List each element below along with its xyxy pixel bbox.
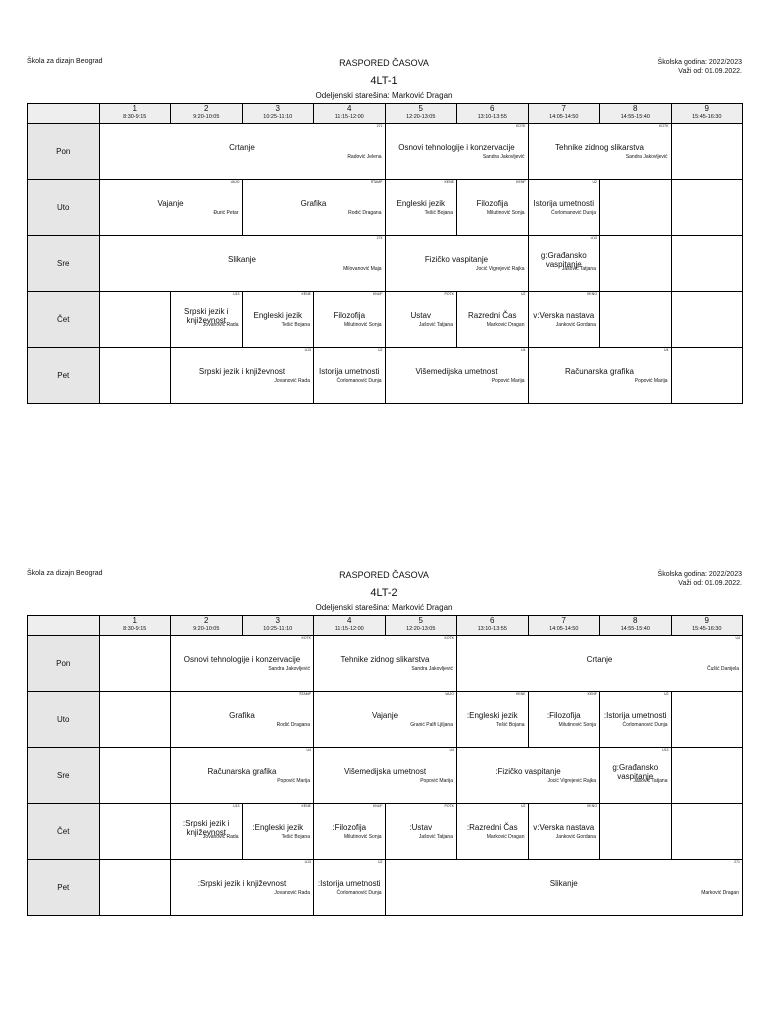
empty-cell — [99, 860, 171, 916]
empty-cell — [600, 236, 672, 292]
empty-cell — [671, 180, 743, 236]
room-code: KNUF — [372, 292, 383, 296]
lesson-cell — [457, 748, 600, 804]
lesson-cell — [528, 348, 671, 404]
subject-name: Višemedijska umetnost — [343, 767, 427, 776]
lesson-cell — [171, 292, 243, 348]
room-code: KENO — [587, 804, 597, 808]
teacher-name: Jovanović Rada — [202, 322, 239, 328]
room-code: U13 — [304, 348, 311, 352]
subject-name: g:Građansko vaspitanje — [540, 250, 587, 269]
head-teacher: Odeljenski starešina: Marković Dragan — [315, 91, 453, 100]
room-code: U13 — [233, 292, 240, 296]
subject-name: :Istorija umetnosti — [317, 879, 381, 888]
empty-cell — [671, 748, 743, 804]
room-code: U2 — [378, 348, 383, 352]
teacher-name: Jovanović Rada — [274, 890, 310, 896]
lesson-cell — [457, 692, 529, 748]
room-code: U4 — [306, 748, 311, 752]
corner-cell — [28, 616, 100, 636]
subject-name: :Istorija umetnosti — [603, 711, 667, 720]
room-code: U4 — [664, 348, 669, 352]
teacher-name: Popović Marija — [491, 378, 525, 384]
subject-name: Srpski jezik i književnost — [198, 367, 286, 376]
teacher-name: Jašović Tatjana — [633, 778, 668, 784]
lesson-cell — [242, 292, 314, 348]
subject-name: :Srpski jezik i književnost — [182, 818, 230, 837]
subject-name: :Engleski jezik — [252, 823, 304, 832]
teacher-name: Radović Jelena — [347, 154, 382, 160]
school-name: Škola za dizajn Beograd — [27, 58, 103, 65]
empty-cell — [99, 692, 171, 748]
period-time: 11:15-12:00 — [334, 114, 364, 120]
room-code: U13 — [590, 236, 597, 240]
room-code: U2 — [378, 860, 383, 864]
teacher-name: Jocić Vigrejević Rajka — [475, 266, 525, 272]
period-time: 9:20-10:05 — [193, 114, 220, 120]
subject-name: Fizičko vaspitanje — [424, 255, 489, 264]
day-row — [28, 636, 743, 692]
room-code: 271 — [734, 860, 740, 864]
valid-from: Važi od: 01.09.2022. — [678, 68, 742, 75]
day-row — [28, 804, 743, 860]
period-number: 8 — [633, 104, 638, 113]
teacher-name: Milutinović Sonja — [486, 210, 525, 216]
school-name: Škola za dizajn Beograd — [27, 570, 103, 577]
teacher-name: Đurić Petar — [213, 210, 239, 216]
day-row — [28, 236, 743, 292]
room-code: U13 — [233, 804, 240, 808]
room-code: KENF — [516, 180, 526, 184]
teacher-name: Tešić Bojana — [424, 210, 453, 216]
room-code: U4 — [521, 348, 526, 352]
subject-name: Višemedijska umetnost — [415, 367, 498, 376]
lesson-cell — [457, 636, 743, 692]
period-time: 13:10-13:55 — [477, 626, 507, 632]
room-code: KENE — [301, 292, 311, 296]
period-time: 13:10-13:55 — [477, 114, 507, 120]
empty-cell — [99, 348, 171, 404]
period-number: 1 — [132, 616, 137, 625]
school-year: Školska godina: 2022/2023 — [657, 59, 742, 66]
teacher-name: Milutinović Sonja — [343, 322, 382, 328]
subject-name: Engleski jezik — [396, 199, 445, 208]
class-name: 4LT-2 — [370, 587, 398, 599]
period-time: 14:55-15:40 — [620, 626, 650, 632]
period-time: 14:05-14:50 — [549, 114, 579, 120]
subject-name: Istorija umetnosti — [533, 199, 594, 208]
lesson-cell — [171, 692, 314, 748]
room-code: U13 — [304, 860, 311, 864]
day-name: Uto — [28, 692, 100, 748]
teacher-name: Jovanović Rada — [202, 834, 239, 840]
class-name: 4LT-1 — [370, 75, 398, 87]
subject-name: Tehnike zidnog slikarstva — [555, 143, 644, 152]
lesson-cell — [457, 292, 529, 348]
teacher-name: Milutinović Sonja — [558, 722, 596, 728]
teacher-name: Popović Marija — [277, 778, 310, 784]
teacher-name: Tešić Bojana — [496, 722, 525, 728]
lesson-cell — [314, 748, 457, 804]
subject-name: Grafika — [300, 199, 327, 208]
lesson-cell — [242, 180, 385, 236]
period-time: 11:15-12:00 — [334, 626, 364, 632]
period-number: 2 — [204, 104, 209, 113]
lesson-cell — [99, 124, 385, 180]
empty-cell — [671, 124, 743, 180]
period-time: 14:55-15:40 — [620, 114, 650, 120]
room-code: KENE — [515, 692, 526, 696]
teacher-name: Ćorlomanović Dunja — [336, 378, 382, 384]
period-header — [385, 104, 457, 124]
lesson-cell — [171, 748, 314, 804]
period-number: 3 — [275, 616, 280, 625]
period-time: 8:30-9:15 — [123, 626, 147, 632]
day-name: Čet — [28, 292, 100, 348]
subject-name: Slikanje — [549, 879, 578, 888]
subject-name: Grafika — [229, 711, 255, 720]
period-header — [671, 104, 743, 124]
day-name: Pet — [28, 860, 100, 916]
period-time: 8:30-9:15 — [123, 114, 147, 120]
subject-name: Vajanje — [371, 711, 399, 720]
lesson-cell — [528, 292, 600, 348]
period-header — [314, 616, 386, 636]
period-header — [600, 104, 672, 124]
teacher-name: Ćorlomanović Dunja — [336, 890, 382, 896]
lesson-cell — [314, 804, 386, 860]
room-code: 274 — [376, 236, 383, 240]
period-header-row — [28, 616, 743, 636]
subject-name: v:Verska nastava — [533, 311, 595, 320]
subject-name: Engleski jezik — [253, 311, 302, 320]
subject-name: :Ustav — [409, 823, 433, 832]
lesson-cell — [600, 748, 672, 804]
period-header — [457, 616, 529, 636]
lesson-cell — [242, 804, 314, 860]
room-code: POTK — [444, 804, 454, 808]
subject-name: Crtanje — [229, 143, 255, 152]
subject-name: :Fizičko vaspitanje — [495, 767, 561, 776]
schedule-title: RASPORED ČASOVA — [339, 570, 429, 580]
lesson-cell — [314, 348, 386, 404]
room-code: U13 — [662, 748, 669, 752]
lesson-cell — [171, 860, 314, 916]
lesson-cell — [314, 692, 457, 748]
empty-cell — [671, 692, 743, 748]
teacher-name: Popović Marija — [420, 778, 453, 784]
teacher-name: Janković Gordana — [555, 834, 596, 840]
room-code: KOTK — [515, 124, 526, 128]
room-code: KENF — [587, 692, 597, 696]
subject-name: Vajanje — [157, 199, 184, 208]
teacher-name: Milovanović Maja — [343, 266, 382, 272]
subject-name: Crtanje — [586, 655, 613, 664]
day-row — [28, 860, 743, 916]
period-header — [171, 104, 243, 124]
room-code: POTK — [444, 292, 454, 296]
subject-name: Računarska grafika — [207, 767, 277, 776]
teacher-name: Sandra Jakovljević — [625, 154, 668, 160]
period-number: 1 — [132, 104, 137, 113]
period-number: 5 — [418, 104, 423, 113]
room-code: KENO — [587, 292, 597, 296]
period-number: 4 — [347, 616, 352, 625]
period-header — [528, 104, 600, 124]
room-code: KENE — [444, 180, 454, 184]
teacher-name: Jocić Vigrejević Rajka — [547, 778, 596, 784]
lesson-cell — [385, 860, 743, 916]
room-code: U4 — [735, 636, 740, 640]
period-number: 6 — [490, 104, 495, 113]
day-row — [28, 292, 743, 348]
subject-name: Filozofija — [476, 199, 509, 208]
lesson-cell — [385, 124, 528, 180]
teacher-name: Marković Dragan — [486, 322, 525, 328]
lesson-cell — [385, 348, 528, 404]
teacher-name: Tešić Bojana — [281, 322, 310, 328]
room-code: ŠTAMP — [299, 692, 311, 696]
empty-cell — [99, 748, 171, 804]
teacher-name: Ćorlomanović Dunja — [550, 210, 596, 216]
subject-name: v:Verska nastava — [533, 823, 595, 832]
lesson-cell — [528, 124, 671, 180]
lesson-cell — [528, 692, 600, 748]
teacher-name: Sandra Jakovljević — [268, 666, 310, 672]
room-code: VAJO — [230, 180, 240, 184]
subject-name: Osnovi tehnologije i konzervacije — [398, 143, 515, 152]
period-number: 9 — [704, 616, 709, 625]
period-number: 9 — [704, 104, 709, 113]
teacher-name: Popović Marija — [634, 378, 668, 384]
subject-name: Ustav — [410, 311, 431, 320]
room-code: KNUF — [372, 804, 383, 808]
period-number: 6 — [490, 616, 495, 625]
period-number: 2 — [204, 616, 209, 625]
day-name: Pon — [28, 124, 100, 180]
day-row — [28, 748, 743, 804]
school-year: Školska godina: 2022/2023 — [657, 571, 742, 578]
lesson-cell — [171, 636, 314, 692]
lesson-cell — [99, 236, 385, 292]
period-time: 15:45-16:30 — [692, 626, 722, 632]
room-code: 271 — [376, 124, 383, 128]
room-code: KOTK — [444, 636, 454, 640]
empty-cell — [671, 236, 743, 292]
period-header — [528, 616, 600, 636]
period-time: 10:25-11:10 — [263, 626, 293, 632]
teacher-name: Ćorlomanović Dunja — [622, 722, 668, 728]
period-time: 12:20-13:05 — [406, 626, 436, 632]
lesson-cell — [171, 804, 243, 860]
lesson-cell — [99, 180, 242, 236]
teacher-name: Jašović Tatjana — [418, 322, 453, 328]
period-time: 9:20-10:05 — [193, 626, 220, 632]
timetable — [27, 103, 743, 404]
period-header — [385, 616, 457, 636]
room-code: U2 — [521, 292, 526, 296]
period-number: 4 — [347, 104, 352, 113]
teacher-name: Čušić Danijela — [707, 666, 739, 672]
day-name: Čet — [28, 804, 100, 860]
day-row — [28, 180, 743, 236]
lesson-cell — [314, 292, 386, 348]
subject-name: Razredni Čas — [468, 311, 517, 320]
room-code: KOTK — [301, 636, 311, 640]
teacher-name: Jašović Tatjana — [561, 266, 596, 272]
period-header — [99, 104, 171, 124]
period-header — [600, 616, 672, 636]
schedule-1 — [0, 0, 768, 420]
lesson-cell — [385, 236, 528, 292]
day-name: Pet — [28, 348, 100, 404]
teacher-name: Rodić Dragana — [348, 210, 382, 216]
teacher-name: Tešić Bojana — [281, 834, 310, 840]
subject-name: Računarska grafika — [565, 367, 634, 376]
day-name: Pon — [28, 636, 100, 692]
day-name: Sre — [28, 748, 100, 804]
subject-name: Filozofija — [333, 311, 366, 320]
subject-name: :Filozofija — [332, 823, 367, 832]
empty-cell — [99, 636, 171, 692]
period-header — [314, 104, 386, 124]
teacher-name: Sandra Jakovljević — [482, 154, 525, 160]
lesson-cell — [171, 348, 314, 404]
room-code: U4 — [449, 748, 454, 752]
empty-cell — [600, 292, 672, 348]
room-code: U2 — [521, 804, 526, 808]
day-name: Uto — [28, 180, 100, 236]
teacher-name: Marković Dragan — [701, 890, 739, 896]
empty-cell — [671, 348, 743, 404]
teacher-name: Rodić Dragana — [276, 722, 310, 728]
teacher-name: Milutinović Sonja — [343, 834, 382, 840]
empty-cell — [671, 292, 743, 348]
day-name: Sre — [28, 236, 100, 292]
room-code: KOTK — [658, 124, 669, 128]
subject-name: g:Građansko vaspitanje — [612, 762, 659, 781]
teacher-name: Jašović Tatjana — [418, 834, 453, 840]
lesson-cell — [385, 292, 457, 348]
period-header — [671, 616, 743, 636]
teacher-name: Granić Palfi Ljiljana — [410, 722, 453, 728]
timetable — [27, 615, 743, 916]
subject-name: :Razredni Čas — [466, 823, 518, 832]
period-number: 3 — [275, 104, 280, 113]
subject-name: Istorija umetnosti — [319, 367, 380, 376]
lesson-cell — [385, 804, 457, 860]
period-time: 14:05-14:50 — [549, 626, 579, 632]
day-row — [28, 124, 743, 180]
corner-cell — [28, 104, 100, 124]
empty-cell — [99, 292, 171, 348]
period-number: 7 — [561, 104, 566, 113]
subject-name: Srpski jezik i književnost — [184, 306, 229, 325]
period-time: 10:25-11:10 — [263, 114, 293, 120]
teacher-name: Sandra Jakovljević — [411, 666, 453, 672]
schedule-title: RASPORED ČASOVA — [339, 58, 429, 68]
lesson-cell — [314, 860, 386, 916]
head-teacher: Odeljenski starešina: Marković Dragan — [315, 603, 453, 612]
empty-cell — [600, 804, 672, 860]
subject-name: :Srpski jezik i književnost — [197, 879, 287, 888]
subject-name: :Engleski jezik — [466, 711, 518, 720]
teacher-name: Jovanović Rada — [274, 378, 310, 384]
lesson-cell — [528, 804, 600, 860]
subject-name: :Filozofija — [546, 711, 581, 720]
room-code: U2 — [592, 180, 597, 184]
period-header — [242, 104, 314, 124]
teacher-name: Marković Dragan — [486, 834, 525, 840]
lesson-cell — [385, 180, 457, 236]
period-header-row — [28, 104, 743, 124]
day-row — [28, 692, 743, 748]
room-code: VAJO — [445, 692, 454, 696]
lesson-cell — [314, 636, 457, 692]
empty-cell — [99, 804, 171, 860]
lesson-cell — [528, 180, 600, 236]
room-code: U2 — [664, 692, 669, 696]
period-time: 12:20-13:05 — [406, 114, 436, 120]
period-number: 7 — [561, 616, 566, 625]
period-header — [171, 616, 243, 636]
period-time: 15:45-16:30 — [692, 114, 722, 120]
subject-name: Tehnike zidnog slikarstva — [340, 655, 430, 664]
lesson-cell — [528, 236, 600, 292]
valid-from: Važi od: 01.09.2022. — [678, 580, 742, 587]
schedule-2 — [0, 512, 768, 932]
lesson-cell — [600, 692, 672, 748]
empty-cell — [600, 180, 672, 236]
subject-name: Slikanje — [227, 255, 256, 264]
teacher-name: Janković Gordana — [555, 322, 596, 328]
room-code: ŠTAMP — [370, 180, 383, 184]
period-number: 5 — [418, 616, 423, 625]
lesson-cell — [457, 804, 529, 860]
room-code: KENE — [301, 804, 311, 808]
period-header — [457, 104, 529, 124]
period-header — [99, 616, 171, 636]
lesson-cell — [457, 180, 529, 236]
day-row — [28, 348, 743, 404]
empty-cell — [671, 804, 743, 860]
subject-name: Osnovi tehnologije i konzervacije — [183, 655, 301, 664]
period-header — [242, 616, 314, 636]
period-number: 8 — [633, 616, 638, 625]
